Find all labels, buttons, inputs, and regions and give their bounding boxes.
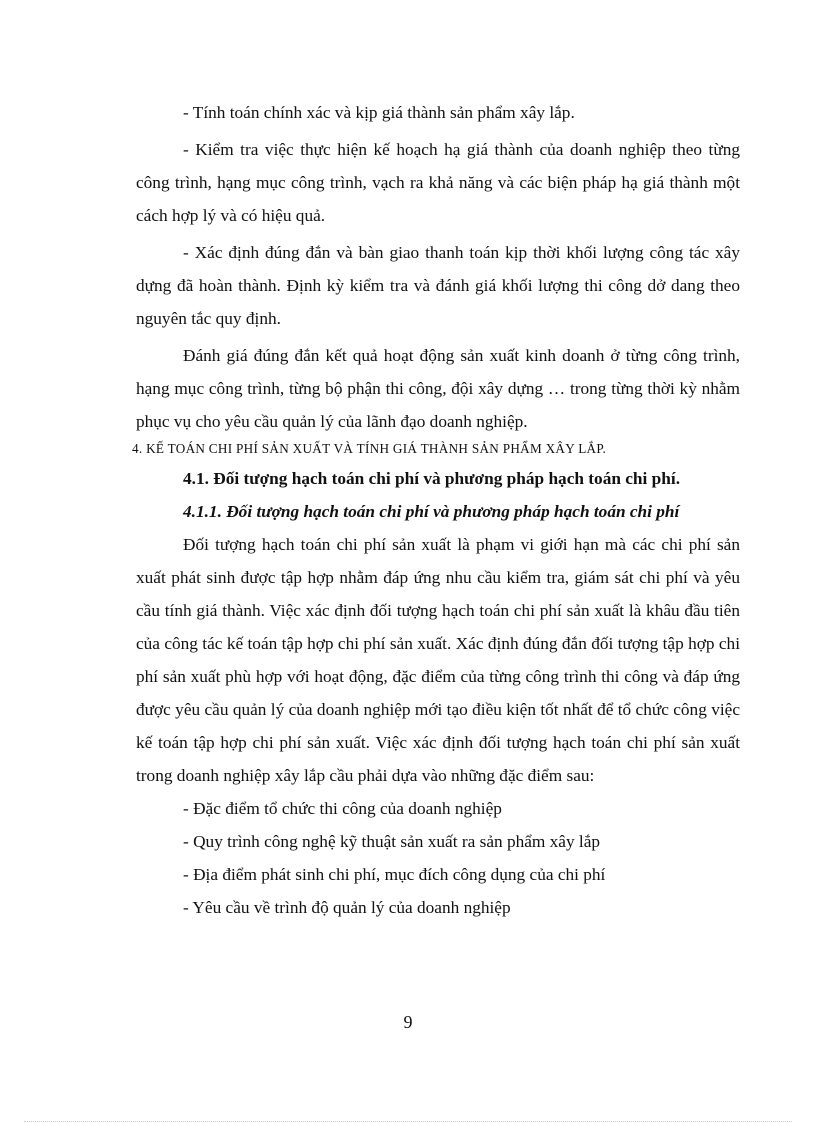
paragraph-cost-object-definition: Đối tượng hạch toán chi phí sản xuất là phạm vi giới hạn mà các chi phí sản xuất phát sinh được tập hợp nhằm đáp ứng nhu cầu kiểm tra, giám sát chi phí và yêu cầu tính giá thành. Việc xác định đối tượng hạch toán chi phí sản xuất là khâu đầu tiên của công tác kế toán tập hợp chi phí sản xuất. Xác định đúng đắn đối tượng tập hợp chi phí sản xuất phù hợp với hoạt động, đặc điểm của từng công trình thi công và đáp ứng được yêu cầu quản lý của doanh nghiệp mới tạo điều kiện tốt nhất để tổ chức công việc kế toán tập hợp chi phí sản xuất. Việc xác định đối tượng hạch toán chi phí sản xuất trong doanh nghiệp xây lắp cầu phải dựa vào những đặc điểm sau: [136, 535, 740, 785]
paragraph-cost-reduction-check: - Kiểm tra việc thực hiện kế hoạch hạ giá thành của doanh nghiệp theo từng công trình, hạng mục công trình, vạch ra khả năng và các biện pháp hạ giá thành một cách hợp lý và có hiệu quả. [136, 140, 740, 225]
paragraph-volume-settlement: - Xác định đúng đắn và bàn giao thanh toán kịp thời khối lượng công tác xây dựng đã hoàn thành. Định kỳ kiểm tra và đánh giá khối lượng thi công dở dang theo nguyên tắc quy định. [136, 243, 740, 328]
paragraph-accurate-costing: - Tính toán chính xác và kịp giá thành sản phẩm xây lắp. [183, 103, 575, 122]
list-item: - Yêu cầu về trình độ quản lý của doanh nghiệp [183, 898, 511, 917]
list-item: - Quy trình công nghệ kỹ thuật sản xuất ra sản phẩm xây lắp [183, 832, 601, 851]
list-item: - Đặc điểm tổ chức thi công của doanh nghiệp [183, 799, 502, 818]
section-heading-4: 4. KẾ TOÁN CHI PHÍ SẢN XUẤT VÀ TÍNH GIÁ THÀNH SẢN PHẨM XÂY LẮP. [132, 441, 607, 456]
page-number: 9 [403, 1012, 413, 1032]
paragraph-performance-evaluation: Đánh giá đúng đắn kết quả hoạt động sản xuất kinh doanh ở từng công trình, hạng mục công trình, từng bộ phận thi công, đội xây dựng … trong từng thời kỳ nhằm phục vụ cho yêu cầu quản lý của lãnh đạo doanh nghiệp. [136, 346, 740, 431]
section-heading-4-1-1: 4.1.1. Đối tượng hạch toán chi phí và phương pháp hạch toán chi phí [183, 502, 680, 521]
footer-divider [24, 1121, 792, 1122]
document-body [132, 96, 740, 924]
list-item: - Địa điểm phát sinh chi phí, mục đích công dụng của chi phí [183, 865, 606, 884]
section-heading-4-1: 4.1. Đối tượng hạch toán chi phí và phương pháp hạch toán chi phí. [183, 469, 681, 488]
